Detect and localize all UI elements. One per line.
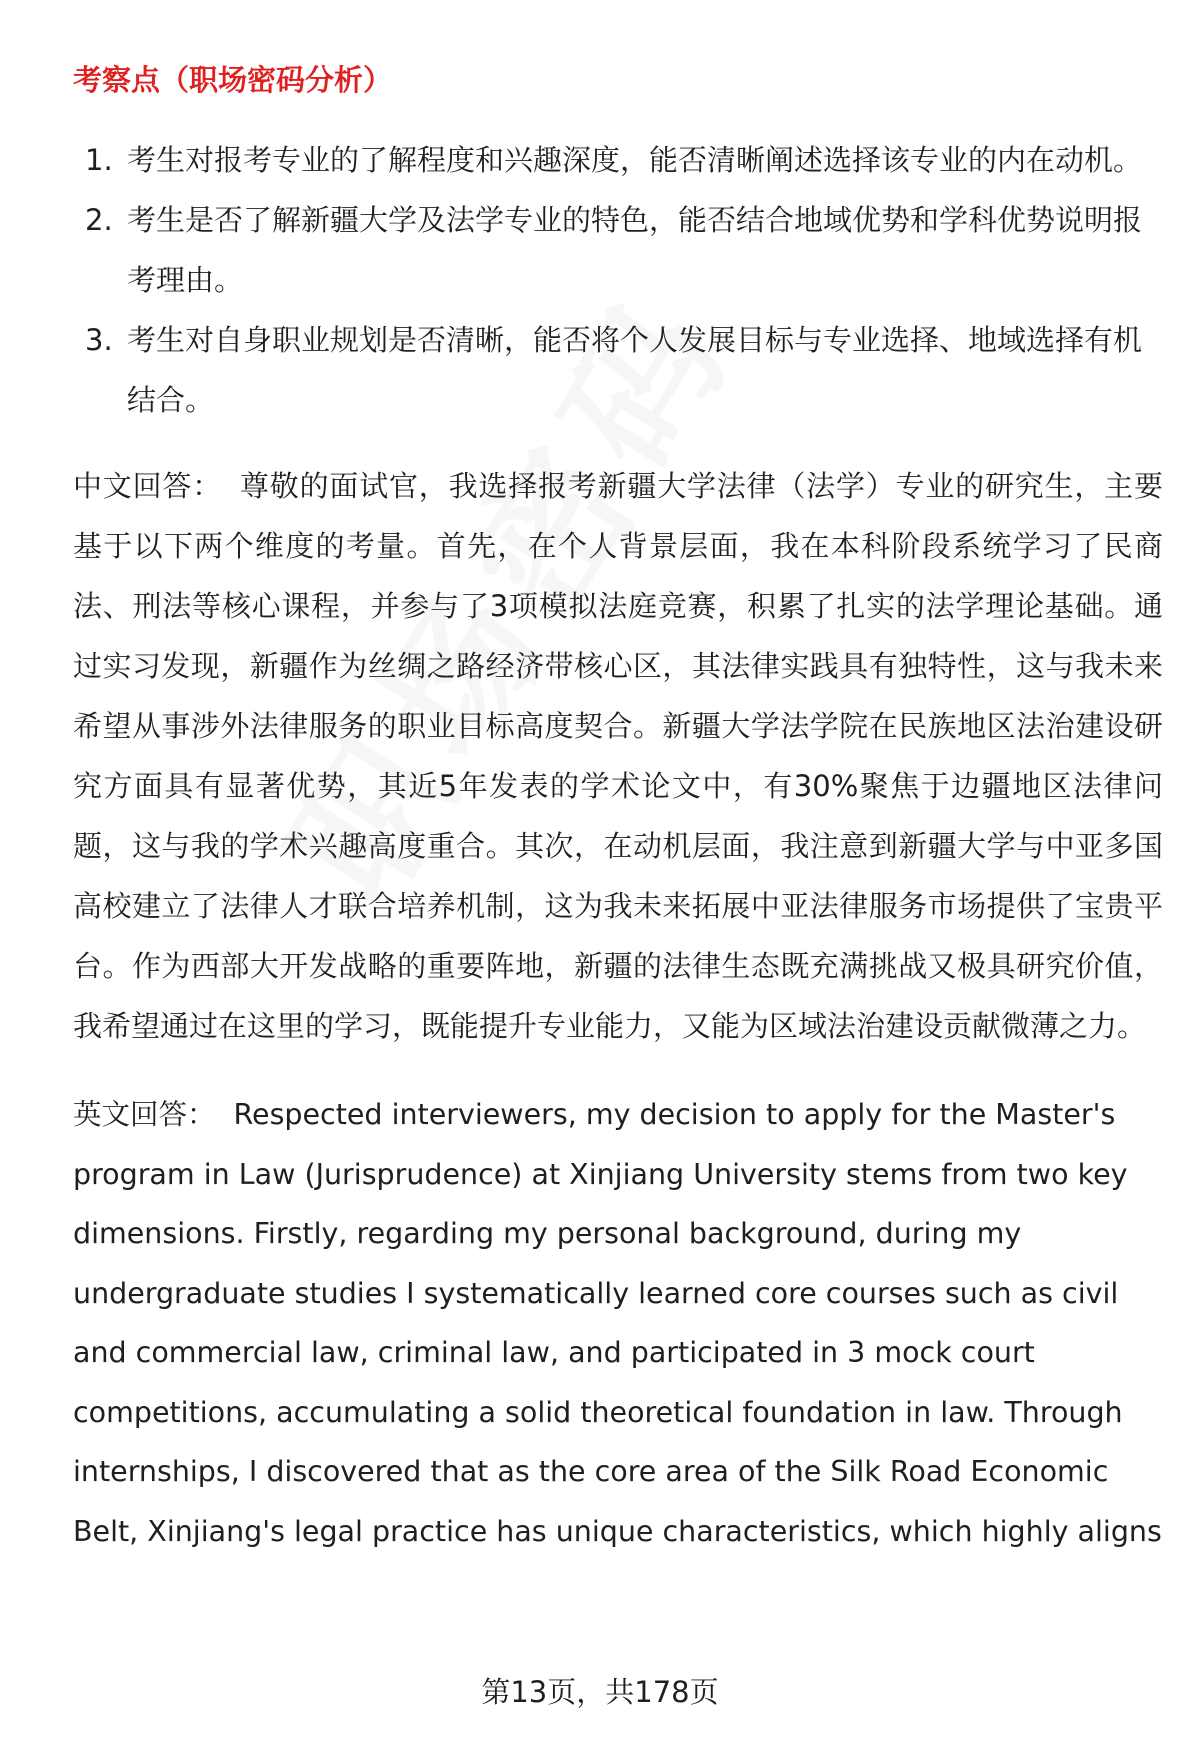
list-item	[73, 190, 1163, 310]
list-item	[73, 130, 1163, 190]
list-item	[73, 310, 1163, 430]
chinese-answer-text: 尊敬的面试官，我选择报考新疆大学法律（法学）专业的研究生，主要基于以下两个维度的考量。首先，在个人背景层面，我在本科阶段系统学习了民商法、刑法等核心课程，并参与了3项模拟法庭竞赛，积累了扎实的法学理论基础。通过实习发现，新疆作为丝绸之路经济带核心区，其法律实践具有独特性，这与我未来希望从事涉外法律服务的职业目标高度契合。新疆大学法学院在民族地区法治建设研究方面具有显著优势，其近5年发表的学术论文中，有30%聚焦于边疆地区法律问题，这与我的学术兴趣高度重合。其次，在动机层面，我注意到新疆大学与中亚多国高校建立了法律人才联合培养机制，这为我未来拓展中亚法律服务市场提供了宝贵平台。作为西部大开发战略的重要阵地，新疆的法律生态既充满挑战又极具研究价值，我希望通过在这里的学习，既能提升专业能力，又能为区域法治建设贡献微薄之力。	[73, 469, 1163, 1043]
list-item-number: 3.	[85, 323, 113, 357]
list-item-text: 考生对自身职业规划是否清晰，能否将个人发展目标与专业选择、地域选择有机结合。	[127, 323, 1143, 417]
chinese-answer	[73, 456, 1163, 1056]
document-body	[73, 58, 1163, 1590]
assessment-points-list	[73, 130, 1163, 430]
section-title: 考察点（职场密码分析）	[73, 63, 393, 97]
list-item-text: 考生是否了解新疆大学及法学专业的特色，能否结合地域优势和学科优势说明报考理由。	[127, 203, 1143, 297]
english-answer-text: Respected interviewers, my decision to apply for the Master's program in Law (Jurisprudence) at Xinjiang University stems from two key dimensions. Firstly, regarding my personal background, during my undergraduate studies I systematically learned core courses such as civil and commercial law, criminal law, and participated in 3 mock court competitions, accumulating a solid theoretical foundation in law. Through internships, I discovered that as the core area of the Silk Road Economic Belt, Xinjiang's legal practice has unique characteristics, which highly aligns	[73, 1098, 1162, 1548]
list-item-number: 2.	[85, 203, 113, 237]
english-answer-label: 英文回答：	[73, 1098, 216, 1131]
list-item-text: 考生对报考专业的了解程度和兴趣深度，能否清晰阐述选择该专业的内在动机。	[127, 143, 1143, 177]
english-answer	[73, 1085, 1163, 1561]
list-item-number: 1.	[85, 143, 113, 177]
page-number: 第13页，共178页	[481, 1675, 719, 1709]
chinese-answer-label: 中文回答：	[73, 469, 222, 503]
